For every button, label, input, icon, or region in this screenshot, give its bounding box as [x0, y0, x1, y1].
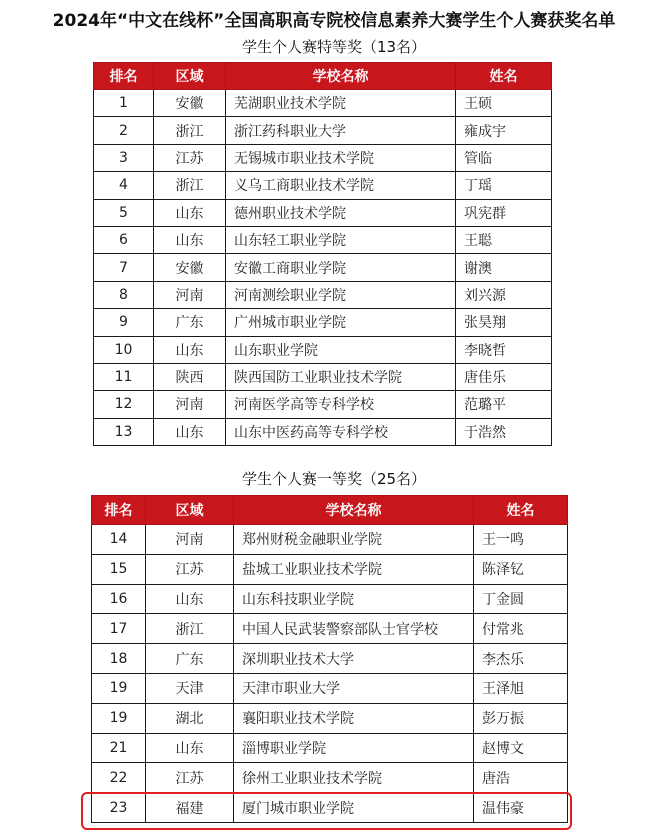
cell-school: 河南医学高等专科学校: [226, 391, 456, 418]
cell-rank: 6: [94, 226, 154, 253]
table-header-row: [94, 63, 552, 90]
table-row: [94, 309, 552, 336]
cell-school: 山东职业学院: [226, 336, 456, 363]
column-header-region: 区域: [146, 496, 234, 525]
cell-name: 彭万振: [474, 703, 568, 733]
cell-name: 管临: [456, 144, 552, 171]
first-prize-subtitle: 学生个人赛一等奖（25名）: [241, 470, 427, 488]
special-prize-table: [93, 62, 552, 446]
cell-school: 无锡城市职业技术学院: [226, 144, 456, 171]
cell-rank: 9: [94, 309, 154, 336]
first-prize-table: [91, 495, 568, 823]
cell-school: 浙江药科职业大学: [226, 117, 456, 144]
table-row: [92, 554, 568, 584]
cell-rank: 12: [94, 391, 154, 418]
cell-school: 郑州财税金融职业学院: [234, 525, 474, 555]
cell-region: 山东: [154, 418, 226, 445]
table-row: [94, 90, 552, 117]
cell-region: 江苏: [146, 554, 234, 584]
column-header-name: 姓名: [474, 496, 568, 525]
cell-region: 陕西: [154, 363, 226, 390]
table-row: [92, 703, 568, 733]
cell-school: 广州城市职业学院: [226, 309, 456, 336]
cell-rank: 15: [92, 554, 146, 584]
table-row: [92, 525, 568, 555]
cell-name: 巩宪群: [456, 199, 552, 226]
cell-region: 山东: [154, 336, 226, 363]
column-header-region: 区域: [154, 63, 226, 90]
cell-rank: 19: [92, 673, 146, 703]
cell-rank: 22: [92, 763, 146, 793]
cell-school: 深圳职业技术大学: [234, 644, 474, 674]
cell-region: 浙江: [154, 172, 226, 199]
cell-rank: 17: [92, 614, 146, 644]
cell-rank: 7: [94, 254, 154, 281]
table-row: [94, 172, 552, 199]
cell-school: 安徽工商职业学院: [226, 254, 456, 281]
cell-school: 盐城工业职业技术学院: [234, 554, 474, 584]
cell-rank: 23: [92, 793, 146, 823]
cell-name: 付常兆: [474, 614, 568, 644]
cell-name: 刘兴源: [456, 281, 552, 308]
cell-rank: 5: [94, 199, 154, 226]
cell-region: 河南: [154, 391, 226, 418]
cell-region: 浙江: [154, 117, 226, 144]
cell-school: 山东中医药高等专科学校: [226, 418, 456, 445]
cell-school: 芜湖职业技术学院: [226, 90, 456, 117]
cell-school: 徐州工业职业技术学院: [234, 763, 474, 793]
cell-school: 陕西国防工业职业技术学院: [226, 363, 456, 390]
cell-name: 王硕: [456, 90, 552, 117]
table-row: [92, 793, 568, 823]
cell-region: 山东: [154, 199, 226, 226]
cell-region: 山东: [154, 226, 226, 253]
cell-name: 丁瑶: [456, 172, 552, 199]
cell-school: 淄博职业学院: [234, 733, 474, 763]
cell-name: 王泽旭: [474, 673, 568, 703]
table-row: [94, 226, 552, 253]
table-row: [94, 391, 552, 418]
cell-region: 山东: [146, 733, 234, 763]
cell-name: 王一鸣: [474, 525, 568, 555]
cell-name: 谢澳: [456, 254, 552, 281]
cell-name: 赵博文: [474, 733, 568, 763]
cell-rank: 18: [92, 644, 146, 674]
cell-rank: 8: [94, 281, 154, 308]
cell-region: 江苏: [154, 144, 226, 171]
table-row: [94, 254, 552, 281]
cell-school: 义乌工商职业技术学院: [226, 172, 456, 199]
cell-rank: 10: [94, 336, 154, 363]
cell-region: 江苏: [146, 763, 234, 793]
cell-school: 襄阳职业技术学院: [234, 703, 474, 733]
cell-region: 浙江: [146, 614, 234, 644]
table-row: [94, 144, 552, 171]
column-header-rank: 排名: [94, 63, 154, 90]
table-row: [92, 763, 568, 793]
cell-rank: 11: [94, 363, 154, 390]
cell-rank: 1: [94, 90, 154, 117]
cell-region: 广东: [154, 309, 226, 336]
cell-rank: 4: [94, 172, 154, 199]
cell-rank: 3: [94, 144, 154, 171]
table-row: [94, 336, 552, 363]
cell-name: 唐浩: [474, 763, 568, 793]
cell-name: 于浩然: [456, 418, 552, 445]
cell-school: 天津市职业大学: [234, 673, 474, 703]
column-header-school: 学校名称: [234, 496, 474, 525]
table-row: [94, 418, 552, 445]
cell-name: 温伟豪: [474, 793, 568, 823]
column-header-rank: 排名: [92, 496, 146, 525]
table-row: [92, 673, 568, 703]
cell-school: 河南测绘职业学院: [226, 281, 456, 308]
cell-rank: 19: [92, 703, 146, 733]
cell-region: 广东: [146, 644, 234, 674]
table-row: [92, 644, 568, 674]
cell-region: 河南: [154, 281, 226, 308]
special-prize-subtitle: 学生个人赛特等奖（13名）: [241, 38, 427, 56]
cell-region: 福建: [146, 793, 234, 823]
cell-name: 丁金圆: [474, 584, 568, 614]
cell-name: 李杰乐: [474, 644, 568, 674]
cell-school: 德州职业技术学院: [226, 199, 456, 226]
cell-rank: 14: [92, 525, 146, 555]
cell-rank: 13: [94, 418, 154, 445]
cell-name: 范璐平: [456, 391, 552, 418]
cell-name: 王聪: [456, 226, 552, 253]
table-row: [92, 584, 568, 614]
cell-region: 安徽: [154, 254, 226, 281]
cell-school: 山东轻工职业学院: [226, 226, 456, 253]
table-row: [92, 733, 568, 763]
cell-rank: 21: [92, 733, 146, 763]
cell-name: 雍成宇: [456, 117, 552, 144]
cell-school: 厦门城市职业学院: [234, 793, 474, 823]
cell-region: 天津: [146, 673, 234, 703]
column-header-school: 学校名称: [226, 63, 456, 90]
cell-name: 李晓哲: [456, 336, 552, 363]
table-row: [94, 199, 552, 226]
cell-region: 安徽: [154, 90, 226, 117]
cell-name: 唐佳乐: [456, 363, 552, 390]
cell-name: 陈泽钇: [474, 554, 568, 584]
cell-region: 山东: [146, 584, 234, 614]
table-row: [92, 614, 568, 644]
cell-school: 中国人民武装警察部队士官学校: [234, 614, 474, 644]
first-prize-rows: [92, 525, 568, 823]
table-row: [94, 117, 552, 144]
column-header-name: 姓名: [456, 63, 552, 90]
special-prize-rows: [94, 90, 552, 446]
table-row: [94, 281, 552, 308]
cell-school: 山东科技职业学院: [234, 584, 474, 614]
table-row: [94, 363, 552, 390]
page-title: 2024年“中文在线杯”全国高职高专院校信息素养大赛学生个人赛获奖名单: [52, 11, 616, 31]
cell-name: 张昊翔: [456, 309, 552, 336]
cell-rank: 16: [92, 584, 146, 614]
table-header-row: [92, 496, 568, 525]
cell-region: 湖北: [146, 703, 234, 733]
cell-rank: 2: [94, 117, 154, 144]
cell-region: 河南: [146, 525, 234, 555]
